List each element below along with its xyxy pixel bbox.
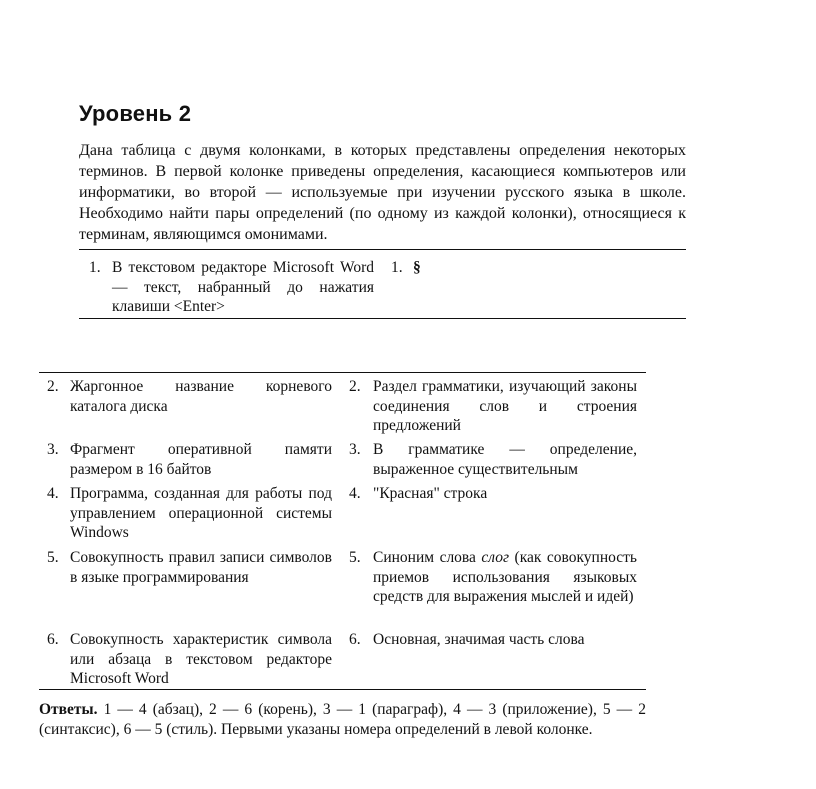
left-number: 6. [47,631,59,648]
right-number: 6. [349,631,361,648]
left-number: 3. [47,441,59,458]
right-number: 1. [391,259,403,276]
right-number: 2. [349,378,361,395]
answers-paragraph [39,700,646,740]
left-number: 4. [47,485,59,502]
left-definition: Жаргонное название корневого каталога диска [70,378,332,415]
right-number: 3. [349,441,361,458]
left-definition: Программа, созданная для работы под управлением операционной системы Windows [70,485,332,541]
left-number: 1. [89,259,101,276]
answers-label: Ответы. [39,701,98,718]
right-number: 5. [349,549,361,566]
right-definition: В грамматике — определение, выраженное существительным [373,441,637,478]
right-definition: § [413,259,421,276]
intro-paragraph: Дана таблица с двумя колонками, в которых представлены определения некоторых терминов. В первой колонке приведены определения, касающиеся компьютеров или информатики, во второй — используемые при изучении русского языка в школе. Необходимо найти пары определений (по одному из каждой колонки), относящиеся к терминам, являющимся омонимами. [79,142,686,243]
right-number: 4. [349,485,361,502]
right-definition-text: Синоним слова [373,549,482,566]
right-definition [373,548,637,607]
table-bottom-top-rule [39,372,646,373]
section-heading: Уровень 2 [79,101,192,126]
right-definition-italic: слог [481,549,510,566]
left-number: 5. [47,549,59,566]
table-row [79,258,686,318]
table-top-rule [79,249,686,250]
answers-text: 1 — 4 (абзац), 2 — 6 (корень), 3 — 1 (параграф), 4 — 3 (приложение), 5 — 2 (синтаксис), 6 — 5 (стиль). Первыми указаны номера определений в левой колонке. [39,701,646,738]
table-bottom-rule [39,689,646,690]
left-definition: Фрагмент оперативной памяти размером в 16 байтов [70,441,332,478]
right-definition: Раздел грамматики, изучающий законы соединения слов и строения предложений [373,378,637,434]
left-definition: Совокупность характеристик символа или абзаца в текстовом редакторе Microsoft Word [70,631,332,687]
left-definition: Совокупность правил записи символов в языке программирования [70,549,332,586]
right-definition: Основная, значимая часть слова [373,631,585,648]
left-definition: В текстовом редакторе Microsoft Word — текст, набранный до нажатия клавиши <Enter> [112,259,374,315]
table-top-bottom-rule [79,318,686,319]
right-definition: "Красная" строка [373,485,488,502]
left-number: 2. [47,378,59,395]
right-definition-text: (как совокупность приемов использования языковых средств для выражения мыслей и идей) [373,549,637,605]
